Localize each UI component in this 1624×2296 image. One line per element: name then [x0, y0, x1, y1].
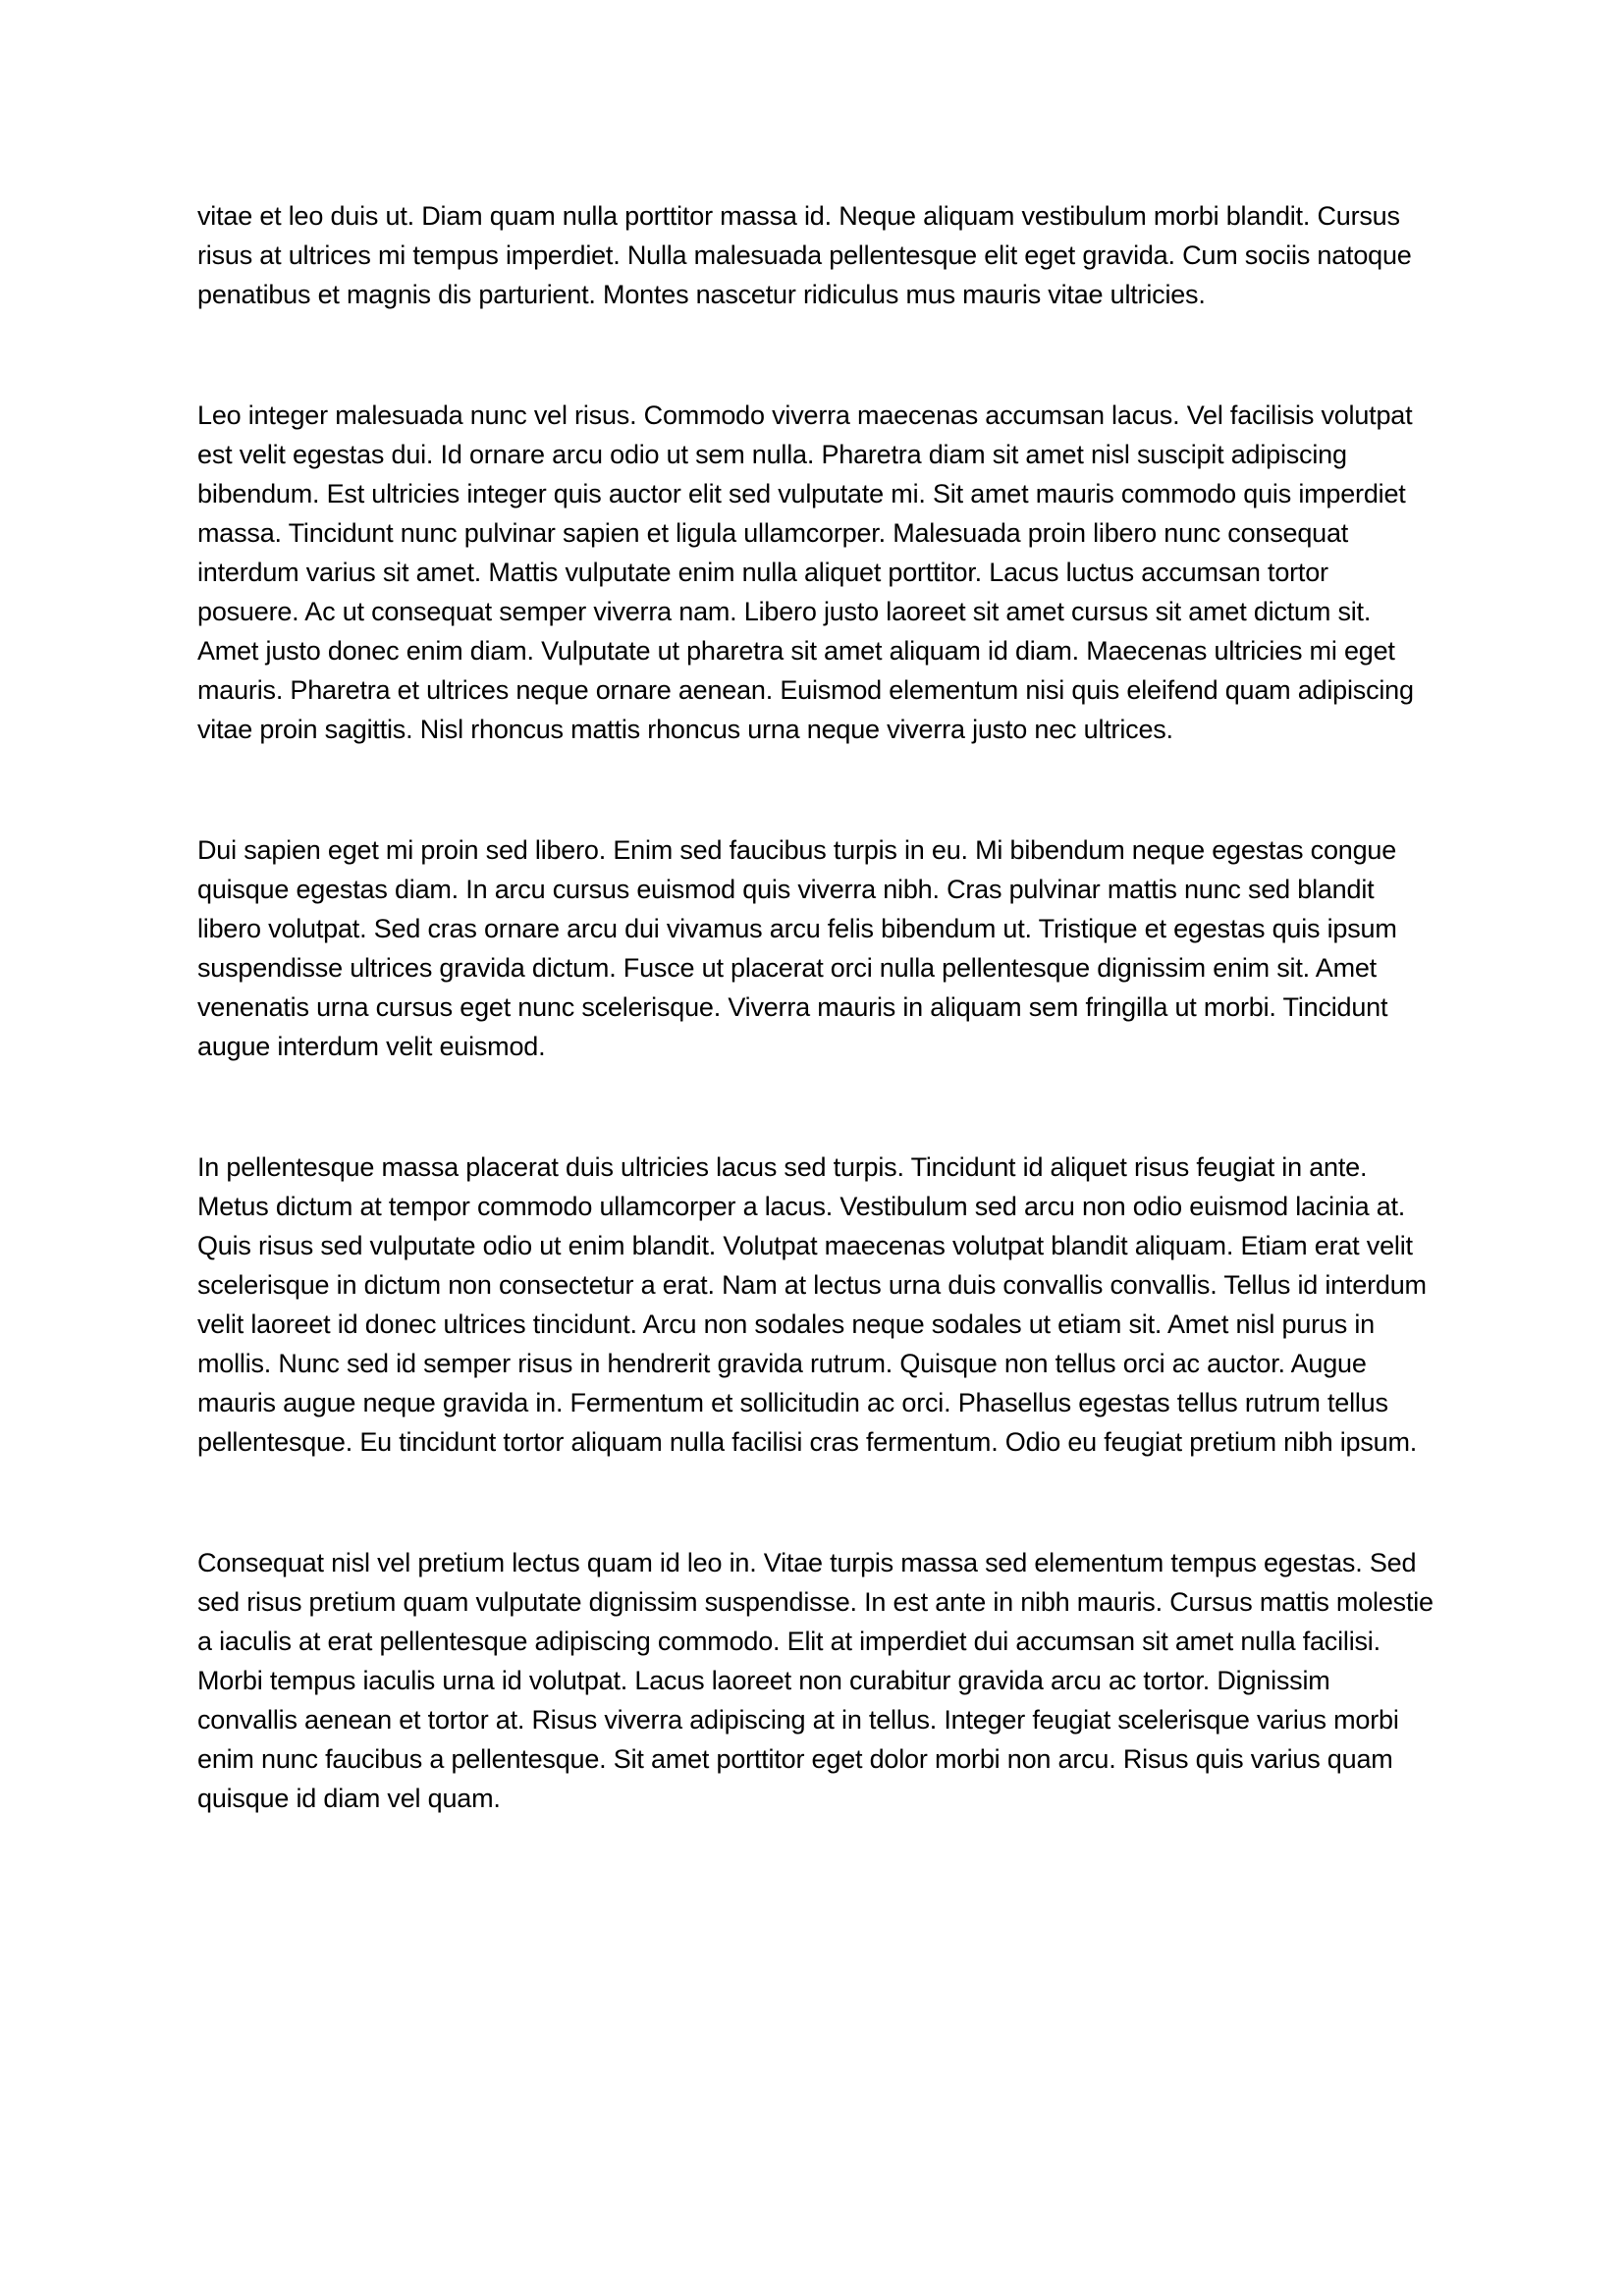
paragraph-1: vitae et leo duis ut. Diam quam nulla porttitor massa id. Neque aliquam vestibulum morbi blandit. Cursus risus at ultrices mi tempus imperdiet. Nulla malesuada pellentesque elit eget gravida. Cum sociis natoque penatibus et magnis dis parturient. Montes nascetur ridiculus mus mauris vitae ultricies.: [197, 201, 1412, 309]
paragraph-3: Dui sapien eget mi proin sed libero. Enim sed faucibus turpis in eu. Mi bibendum neque egestas congue quisque egestas diam. In arcu cursus euismod quis viverra nibh. Cras pulvinar mattis nunc sed blandit libero volutpat. Sed cras ornare arcu dui vivamus arcu felis bibendum ut. Tristique et egestas quis ipsum suspendisse ultrices gravida dictum. Fusce ut placerat orci nulla pellentesque dignissim enim sit. Amet venenatis urna cursus eget nunc scelerisque. Viverra mauris in aliquam sem fringilla ut morbi. Tincidunt augue interdum velit euismod.: [197, 835, 1397, 1061]
paragraph-2: Leo integer malesuada nunc vel risus. Commodo viverra maecenas accumsan lacus. Vel facilisis volutpat est velit egestas dui. Id ornare arcu odio ut sem nulla. Pharetra diam sit amet nisl suscipit adipiscing bibendum. Est ultricies integer quis auctor elit sed vulputate mi. Sit amet mauris commodo quis imperdiet massa. Tincidunt nunc pulvinar sapien et ligula ullamcorper. Malesuada proin libero nunc consequat interdum varius sit amet. Mattis vulputate enim nulla aliquet porttitor. Lacus luctus accumsan tortor posuere. Ac ut consequat semper viverra nam. Libero justo laoreet sit amet cursus sit amet dictum sit. Amet justo donec enim diam. Vulputate ut pharetra sit amet aliquam id diam. Maecenas ultricies mi eget mauris. Pharetra et ultrices neque ornare aenean. Euismod elementum nisi quis eleifend quam adipiscing vitae proin sagittis. Nisl rhoncus mattis rhoncus urna neque viverra justo nec ultrices.: [197, 400, 1414, 744]
paragraph-4: In pellentesque massa placerat duis ultricies lacus sed turpis. Tincidunt id aliquet risus feugiat in ante. Metus dictum at tempor commodo ullamcorper a lacus. Vestibulum sed arcu non odio euismod lacinia at. Quis risus sed vulputate odio ut enim blandit. Volutpat maecenas volutpat blandit aliquam. Etiam erat velit scelerisque in dictum non consectetur a erat. Nam at lectus urna duis convallis convallis. Tellus id interdum velit laoreet id donec ultrices tincidunt. Arcu non sodales neque sodales ut etiam sit. Amet nisl purus in mollis. Nunc sed id semper risus in hendrerit gravida rutrum. Quisque non tellus orci ac auctor. Augue mauris augue neque gravida in. Fermentum et sollicitudin ac orci. Phasellus egestas tellus rutrum tellus pellentesque. Eu tincidunt tortor aliquam nulla facilisi cras fermentum. Odio eu feugiat pretium nibh ipsum.: [197, 1152, 1427, 1457]
paragraph-5: Consequat nisl vel pretium lectus quam id leo in. Vitae turpis massa sed elementum tempus egestas. Sed sed risus pretium quam vulputate dignissim suspendisse. In est ante in nibh mauris. Cursus mattis molestie a iaculis at erat pellentesque adipiscing commodo. Elit at imperdiet dui accumsan sit amet nulla facilisi. Morbi tempus iaculis urna id volutpat. Lacus laoreet non curabitur gravida arcu ac tortor. Dignissim convallis aenean et tortor at. Risus viverra adipiscing at in tellus. Integer feugiat scelerisque varius morbi enim nunc faucibus a pellentesque. Sit amet porttitor eget dolor morbi non arcu. Risus quis varius quam quisque id diam vel quam.: [197, 1548, 1434, 1813]
document-text-block: [197, 196, 1436, 1818]
